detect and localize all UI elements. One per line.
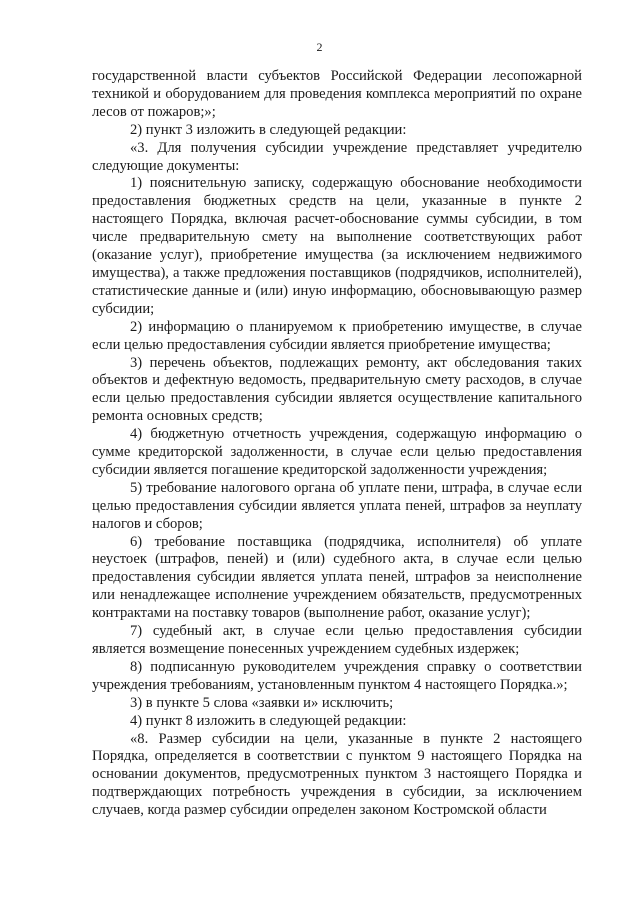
paragraph-subitem-3: 3) перечень объектов, подлежащих ремонту, акт обследования таких объектов и дефектную ведомость, предварительную смету расходов, в случае если целью предоставления субсидии является осуществление капитального ремонта основных средств; [92,354,582,425]
paragraph-subitem-4: 4) бюджетную отчетность учреждения, содержащую информацию о сумме кредиторской задолженности, в случае если целью предоставления субсидии является погашение кредиторской задолженности учреждения; [92,426,582,478]
paragraph-subitem-5: 5) требование налогового органа об уплате пени, штрафа, в случае если целью предоставления субсидии является уплата пеней, штрафов за неуплату налогов и сборов; [92,479,582,532]
paragraph-clause-8: «8. Размер субсидии на цели, указанные в пункте 2 настоящего Порядка, определяется в соответствии с пунктом 9 настоящего Порядка на основании документов, предусмотренных пунктом 3 настоящего Порядка и подтверждающих потребность учреждения в субсидии, за исключением случаев, когда размер субсидии определен законом Костромской области [92,730,582,819]
paragraph-item-3: 3) в пункте 5 слова «заявки и» исключить; [130,694,394,711]
paragraph-subitem-6: 6) требование поставщика (подрядчика, исполнителя) об уплате неустоек (штрафов, пеней) и (или) судебного акта, в случае если целью предоставления субсидии является уплата пеней, штрафов за неисполнение или ненадлежащее исполнение учреждением обязательств, предусмотренных контрактами на поставку товаров (выполнение работ, оказание услуг); [92,533,582,622]
paragraph-subitem-8: 8) подписанную руководителем учреждения справку о соответствии учреждения требованиям, установленным пунктом 4 настоящего Порядка.»; [92,658,582,693]
paragraph-subitem-7: 7) судебный акт, в случае если целью предоставления субсидии является возмещение понесенных учреждением судебных издержек; [92,623,582,657]
document-body [92,68,582,820]
paragraph-subitem-1: 1) пояснительную записку, содержащую обоснование необходимости предоставления бюджетных средств на цели, указанные в пункте 2 настоящего Порядка, включая расчет-обоснование суммы субсидии, в том числе предварительную смету на выполнение соответствующих работ (оказание услуг), приобретение имущества (за исключением недвижимого имущества), а также предложения поставщиков (подрядчиков, исполнителей), статистические данные и (или) иную информацию, обосновывающую размер субсидии; [92,175,582,317]
paragraph-item-4: 4) пункт 8 изложить в следующей редакции: [130,712,407,729]
paragraph-clause-3: «3. Для получения субсидии учреждение представляет учредителю следующие документы: [92,139,582,174]
page-number: 2 [316,40,323,54]
paragraph-subitem-2: 2) информацию о планируемом к приобретению имуществе, в случае если целью предоставления субсидии является приобретение имущества; [92,318,582,353]
paragraph-continuation: государственной власти субъектов Российской Федерации лесопожарной техникой и оборудованием для проведения комплекса мероприятий по охране лесов от пожаров;»; [92,68,582,120]
paragraph-item-2: 2) пункт 3 изложить в следующей редакции: [130,121,407,138]
